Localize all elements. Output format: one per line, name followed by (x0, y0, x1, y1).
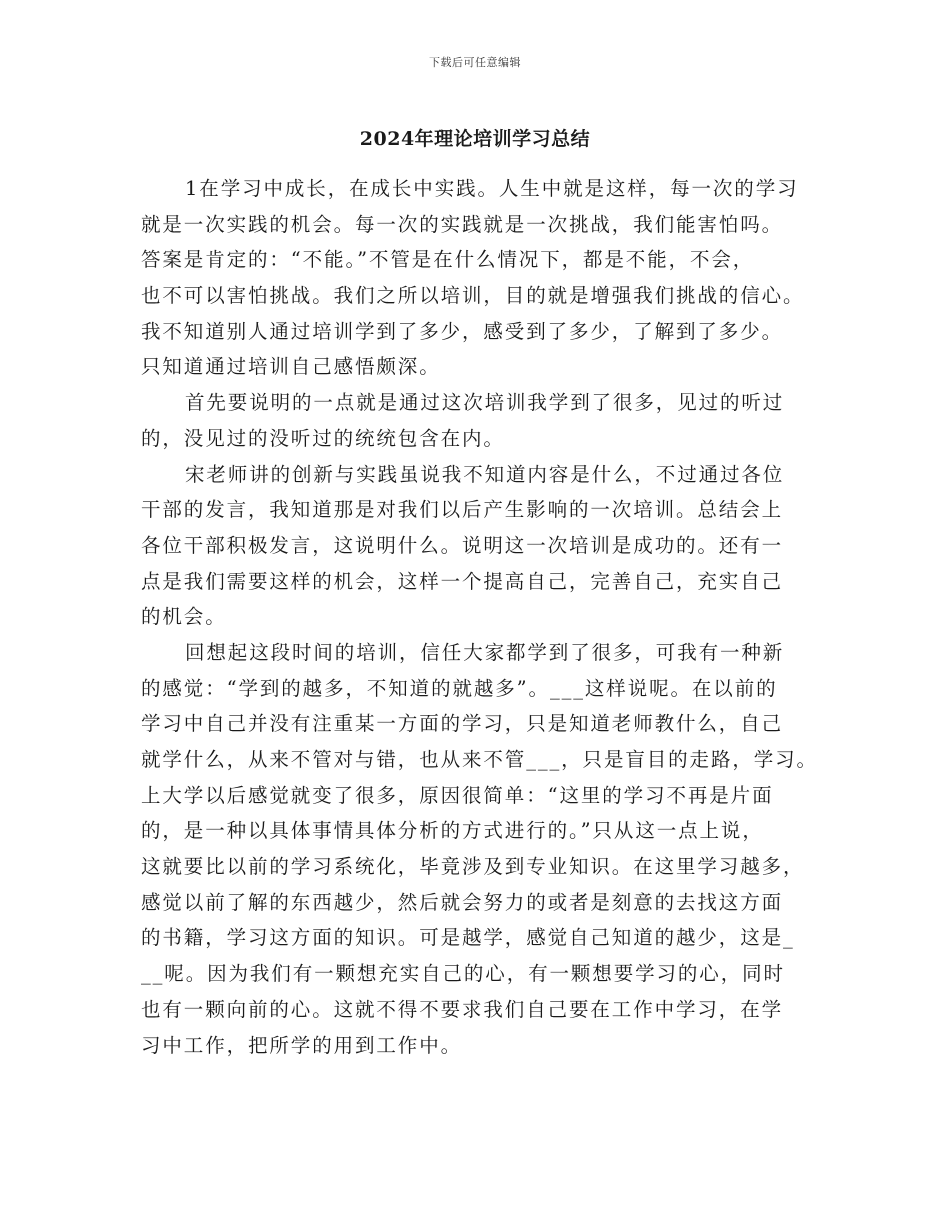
text-line: 也不可以害怕挑战。我们之所以培训，目的就是增强我们挑战的信心。 (141, 284, 805, 308)
text-line: 的感觉：“学到的越多，不知道的就越多”。___这样说呢。在以前的 (141, 676, 778, 700)
text-line: 这就要比以前的学习系统化，毕竟涉及到专业知识。在这里学习越多， (141, 855, 805, 879)
text-line: 的书籍，学习这方面的知识。可是越学，感觉自己知道的越少，这是_ (141, 926, 795, 950)
paragraph-3 (141, 457, 821, 635)
text-line: 的，没见过的没听过的统统包含在内。 (141, 426, 505, 450)
text-line: 答案是肯定的：“不能。”不管是在什么情况下，都是不能，不会， (141, 248, 755, 272)
text-line: 就是一次实践的机会。每一次的实践就是一次挑战，我们能害怕吗。 (141, 212, 784, 236)
paragraph-2 (141, 385, 821, 456)
text-line: 我不知道别人通过培训学到了多少，感受到了多少，了解到了多少。 (141, 319, 784, 343)
text-line: 首先要说明的一点就是通过这次培训我学到了很多，见过的听过 (185, 391, 785, 415)
text-line: 回想起这段时间的培训，信任大家都学到了很多，可我有一种新 (185, 640, 785, 664)
text-line: 感觉以前了解的东西越少，然后就会努力的或者是刻意的去找这方面 (141, 890, 784, 914)
text-line: 上大学以后感觉就变了很多，原因很简单：“这里的学习不再是片面 (141, 783, 774, 807)
text-line: 1在学习中成长，在成长中实践。人生中就是这样，每一次的学习 (185, 177, 799, 200)
text-line: 各位干部积极发言，这说明什么。说明这一次培训是成功的。还有一 (141, 533, 784, 557)
document-body (141, 171, 821, 1063)
text-line: 的，是一种以具体事情具体分析的方式进行的。”只从这一点上说， (141, 819, 764, 843)
text-line: 干部的发言，我知道那是对我们以后产生影响的一次培训。总结会上 (141, 498, 784, 522)
text-line: 的机会。 (141, 605, 227, 629)
text-line: 也有一颗向前的心。这就不得不要求我们自己要在工作中学习，在学 (141, 997, 784, 1021)
text-line: 宋老师讲的创新与实践虽说我不知道内容是什么，不过通过各位 (185, 462, 785, 486)
text-line: 就学什么，从来不管对与错，也从来不管___，只是盲目的走路，学习。 (141, 748, 818, 771)
text-line: 点是我们需要这样的机会，这样一个提高自己，完善自己，充实自己 (141, 569, 784, 593)
document-title: 2024年理论培训学习总结 (359, 128, 591, 150)
paragraph-1 (141, 171, 821, 385)
text-line: 只知道通过培训自己感悟颇深。 (141, 355, 441, 379)
text-line: __呢。因为我们有一颗想充实自己的心，有一颗想要学习的心，同时 (141, 962, 785, 986)
text-line: 学习中自己并没有注重某一方面的学习，只是知道老师教什么，自己 (141, 712, 784, 736)
text-line: 习中工作，把所学的用到工作中。 (141, 1033, 463, 1057)
page-header-note: 下载后可任意编辑 (429, 56, 521, 69)
paragraph-4 (141, 635, 821, 1063)
